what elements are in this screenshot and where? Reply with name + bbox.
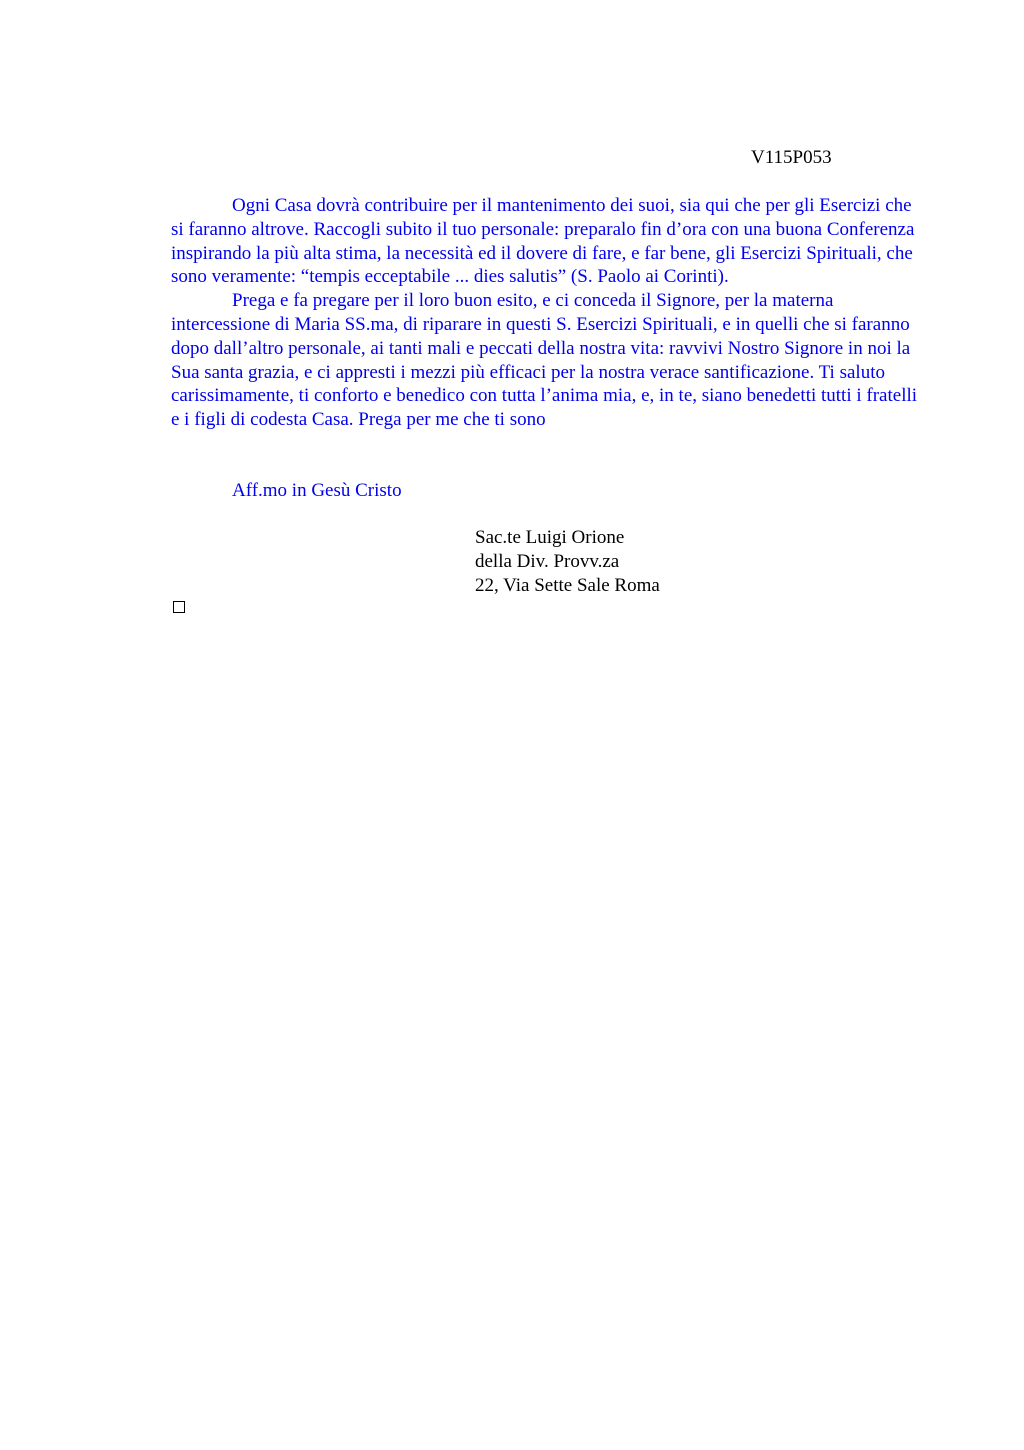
paragraph-contribution: Ogni Casa dovrà contribuire per il mantenimento dei suoi, sia qui che per gli Esercizi che si faranno altrove. Raccogli subito il tuo personale: preparalo fin d’ora con una buona Conferenza inspirando la più alta stima, la necessità ed il dovere di fare, e far bene, gli Esercizi Spirituali, che sono veramente: “tempis ecceptabile ... dies salutis” (S. Paolo ai Corinti).: [171, 195, 915, 288]
signature-name: Sac.te Luigi Orione: [475, 527, 625, 548]
page-identifier: V115P053: [751, 147, 832, 168]
signature-address: 22, Via Sette Sale Roma: [475, 575, 660, 596]
signature-block: [475, 526, 660, 598]
paragraph-prayer: Prega e fa pregare per il loro buon esito, e ci conceda il Signore, per la materna intercessione di Maria SS.ma, di riparare in questi S. Esercizi Spirituali, e in quelli che si faranno dopo dall’altro personale, ai tanti mali e peccati della nostra vita: ravvivi Nostro Signore in noi la Sua santa grazia, e ci appresti i mezzi più efficaci per la nostra verace santificazione. Ti saluto carissimamente, ti conforto e benedico con tutta l’anima mia, e, in te, siano benedetti tutti i fratelli e i figli di codesta Casa. Prega per me che ti sono: [171, 290, 918, 431]
signature-title: della Div. Provv.za: [475, 551, 620, 572]
letter-body: [171, 194, 928, 432]
closing-salutation: Aff.mo in Gesù Cristo: [232, 480, 402, 501]
end-marker-box: [173, 601, 185, 613]
